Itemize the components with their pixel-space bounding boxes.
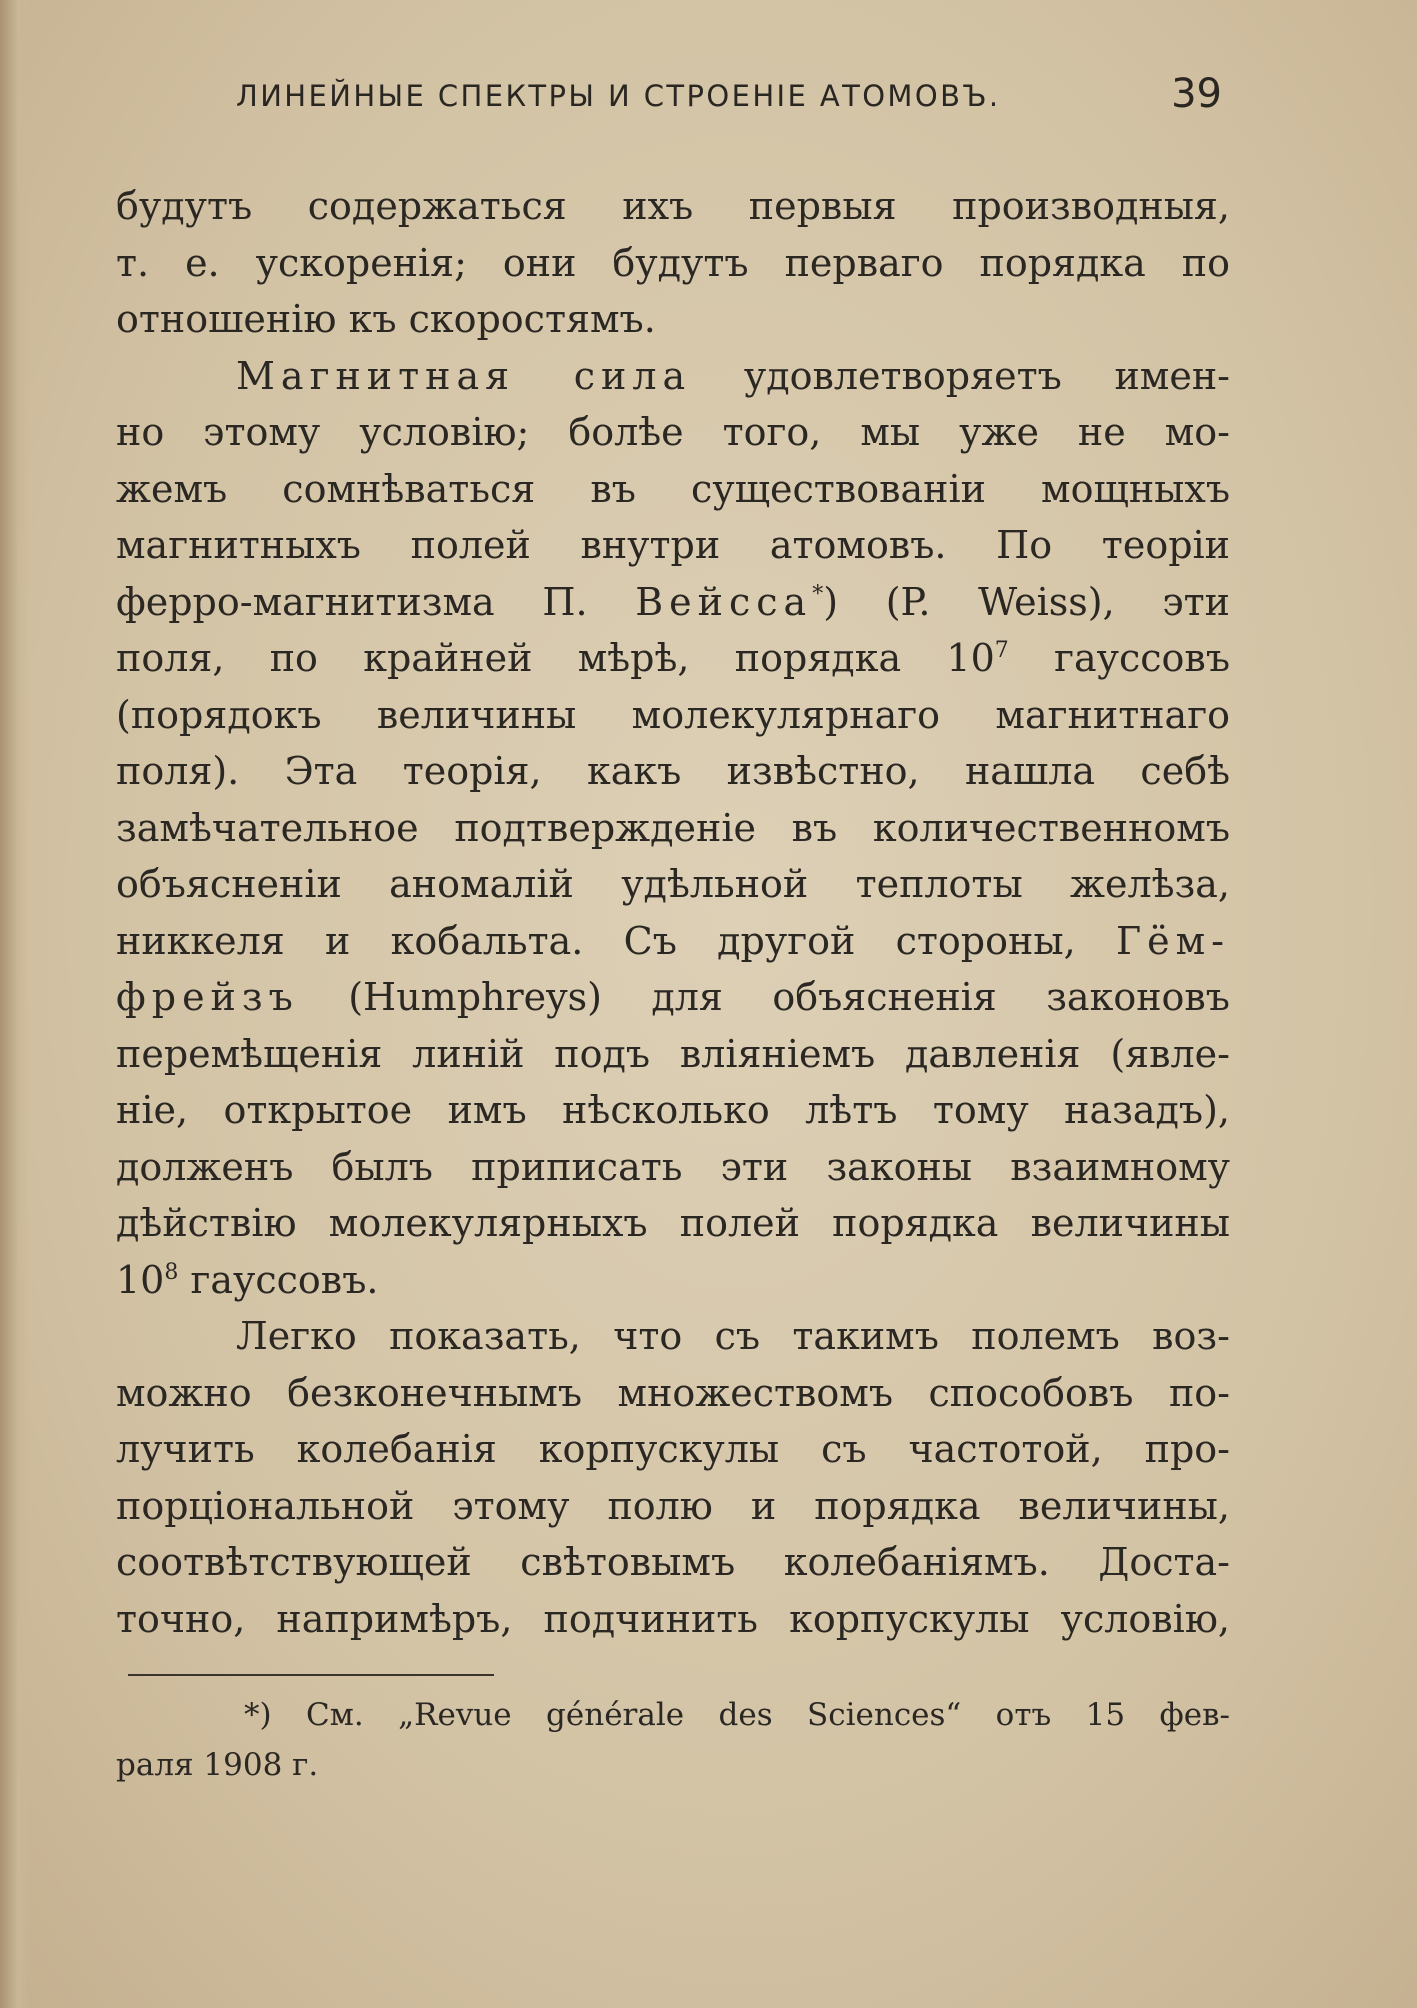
emphasized-term: Магнитная сила xyxy=(236,353,692,398)
text-line: объясненіи аномалій удѣльной теплоты желѣза, xyxy=(116,862,1230,906)
main-text xyxy=(116,178,1230,1647)
text-line: точно, напримѣръ, подчинить корпускулы условію, xyxy=(116,1596,1230,1641)
text-line: (порядокъ величины молекулярнаго магнитнаго xyxy=(116,692,1230,737)
text-line: ніе, открытое имъ нѣсколько лѣтъ тому назадъ), xyxy=(116,1088,1230,1132)
text-line: дѣйствію молекулярныхъ полей порядка величины xyxy=(116,1201,1230,1245)
text-line: фрейзъ (Humphreys) для объясненія законовъ xyxy=(116,975,1230,1019)
author-name: фрейзъ xyxy=(116,975,299,1019)
text-line: лучить колебанія корпускулы съ частотой, про- xyxy=(116,1427,1230,1471)
author-name: Гём- xyxy=(1115,918,1230,963)
exponent: 7 xyxy=(994,638,1009,663)
page-gutter-shadow xyxy=(0,0,30,2008)
text-line: соотвѣтствующей свѣтовымъ колебаніямъ. Доста- xyxy=(116,1540,1230,1584)
text-line: никкеля и кобальта. Съ другой стороны, Гём- xyxy=(116,918,1230,963)
text-line: магнитныхъ полей внутри атомовъ. По теоріи xyxy=(116,523,1230,567)
text-line: жемъ сомнѣваться въ существованіи мощныхъ xyxy=(116,466,1230,511)
text-line: перемѣщенія линій подъ вліяніемъ давленія (явле- xyxy=(116,1031,1230,1076)
page-number: 39 xyxy=(1171,71,1222,117)
footnote-marker: * xyxy=(812,581,824,607)
text-line: ферро-магнитизма П. Вейсса*) (P. Weiss), эти xyxy=(116,579,1230,624)
text-line: поля, по крайней мѣрѣ, порядка $10^7$ гауссовъ xyxy=(116,636,1231,680)
text-line: можно безконечнымъ множествомъ способовъ по- xyxy=(116,1370,1230,1415)
text-line: Магнитная сила удовлетворяетъ имен- xyxy=(236,353,1230,398)
author-name: Вейсса xyxy=(635,579,813,624)
exponent: 8 xyxy=(164,1259,179,1285)
text-line: долженъ былъ приписать эти законы взаимному xyxy=(116,1144,1230,1189)
text-line: но этому условію; болѣе того, мы уже не мо- xyxy=(116,410,1230,454)
footnote-line: раля 1908 г. xyxy=(116,1747,319,1783)
text-line: $10^8$ гауссовъ. xyxy=(116,1257,379,1302)
text-line: поля). Эта теорія, какъ извѣстно, нашла себѣ xyxy=(116,749,1230,793)
footnote xyxy=(116,1690,1230,1790)
text-line: порціональной этому полю и порядка величины, xyxy=(116,1483,1230,1528)
text-line: отношенію къ скоростямъ. xyxy=(116,297,656,341)
text-line: будутъ содержаться ихъ первыя производныя, xyxy=(116,184,1230,228)
text-line: Легко показать, что съ такимъ полемъ воз- xyxy=(236,1314,1230,1358)
running-title: ЛИНЕЙНЫЕ СПЕКТРЫ И СТРОЕНІЕ АТОМОВЪ. xyxy=(236,79,1001,113)
text-line: т. е. ускоренія; они будутъ перваго порядка по xyxy=(116,240,1230,285)
footnote-divider xyxy=(128,1674,494,1676)
footnote-line: *) См. „Revue générale des Sciences“ отъ 15 фев- xyxy=(244,1697,1230,1733)
text-line: замѣчательное подтвержденіе въ количественномъ xyxy=(116,805,1230,850)
page-header xyxy=(236,73,1222,121)
